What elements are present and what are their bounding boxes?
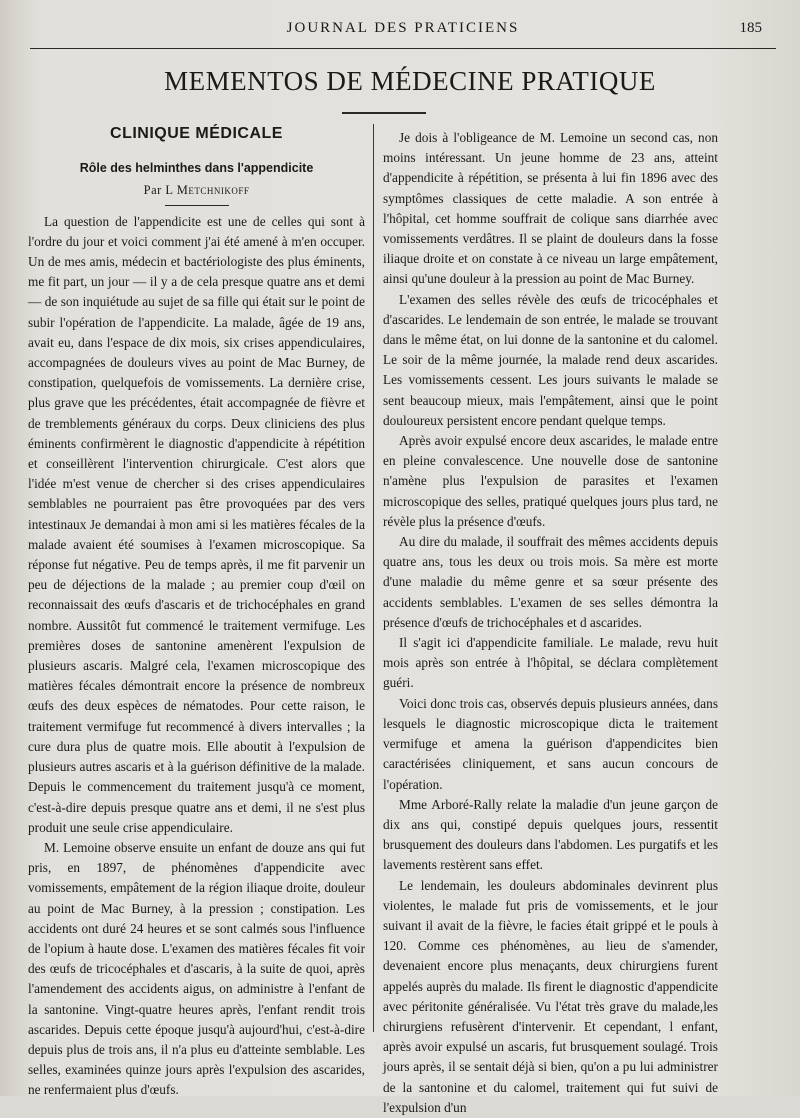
- byline-prefix: Par L: [143, 183, 174, 198]
- paragraph: Le lendemain, les douleurs abdominales devinrent plus violentes, le malade fut pris de vomissements, et le jour suivant il avait de la fièvre, le facies était grippé et le pouls à 120. Comme ces phénomènes, au lieu de s'amender, devenaient encore plus menaçants, deux chirurgiens furent appelés auprès du malade. Ils firent le diagnostic d'appendicite avec péritonite généralisée. Vu l'état très grave du malade,les chirurgiens refusèrent d'intervenir. Et cependant, l enfant, après avoir expulsé un ascaris, fut brusquement soulagé. Trois jours après, il se sentait déjà si bien, qu'on a pu lui administrer de la santonine et du calomel, traitement qui fut suivi de l'expulsion d'un: [383, 877, 718, 1115]
- title-rule: [342, 112, 426, 114]
- page-title: MEMENTOS DE MÉDECINE PRATIQUE: [164, 66, 656, 96]
- paragraph: Au dire du malade, il souffrait des mêmes accidents depuis quatre ans, tous les deux ou trois mois. Sa mère est morte d'une maladie du même genre et sa sœur présente des accidents semblables. L'examen de ses selles démontra la présence d'œufs de trichocéphales et d ascarides.: [383, 534, 718, 630]
- paragraph: Voici donc trois cas, observés depuis plusieurs années, dans lesquels le diagnostic microscopique dicta le traitement vermifuge et amena la guérison d'appendicites bien caractérisées cliniquement, et sans aucun concours de l'opération.: [383, 695, 718, 792]
- byline-rule: [165, 205, 229, 206]
- paragraph: Après avoir expulsé encore deux ascarides, le malade entre en pleine convalescence. Une nouvelle dose de santonine n'amène plus l'expulsion de parasites et l'examen microscopique des selles, pratiqué quelques jours plus tard, ne révèle plus la présence d'œufs.: [383, 433, 718, 529]
- section-title: CLINIQUE MÉDICALE: [110, 125, 283, 142]
- article-title: Rôle des helminthes dans l'appendicite: [79, 161, 314, 176]
- paragraph: Mme Arboré-Rally relate la maladie d'un jeune garçon de dix ans qui, constipé depuis quelques jours, ressentit brusquement des douleurs dans l'abdomen. Les purgatifs et les lavements restèrent sans effet.: [383, 796, 718, 873]
- byline: [28, 180, 365, 200]
- paragraph: Je dois à l'obligeance de M. Lemoine un second cas, non moins intéressant. Un jeune homme de 23 ans, atteint d'appendicite à répétition, se présenta à lui fin 1896 avec des symptômes classiques de cette maladie. A son entrée à l'hôpital, cet homme souffrait de colique sans diarrhée avec vomissements verdâtres. Il se plaint de douleurs dans la fosse iliaque droite et on constate à ce niveau un large empâtement, ainsi qu'une douleur à la pression au point de Mac Burney.: [383, 130, 718, 287]
- journal-name: JOURNAL DES PRATICIENS: [286, 20, 520, 36]
- paragraph: L'examen des selles révèle des œufs de tricocéphales et d'ascarides. Le lendemain de son entrée, le malade se trouvant dans le même état, on lui donne de la santonine et du calomel. Le soir de la même journée, la malade rend deux ascarides. Les vomissements cessent. Les jours suivants le malade se sent beaucoup mieux, mais l'empâtement, ainsi que le point douloureux persistent encore pendant quelque temps.: [383, 291, 718, 428]
- right-column: [383, 128, 718, 1118]
- running-header: [30, 18, 776, 48]
- page-number: 185: [739, 20, 762, 36]
- header-rule: [30, 48, 776, 49]
- author-name: Metchnikoff: [176, 183, 250, 198]
- paragraph: M. Lemoine observe ensuite un enfant de douze ans qui fut pris, en 1897, de phénomènes d'appendicite avec vomissements, empâtement de la région iliaque droite, douleur au point de Mac Burney, à la pression ; constipation. Les accidents ont duré 24 heures et se sont calmés sous l'influence de l'opium à haute dose. L'examen des matières fécales fit voir des œufs de tricocéphales et d'ascaris, à la suite de quoi, après l'amendement des accidents aigus, on administre à l'enfant de la santonine. Vingt-quatre heures après, l'enfant rendit trois ascarides. Depuis cette époque jusqu'à aujourd'hui, c'est-à-dire depuis plus de trois ans, il n'a plus eu d'atteinte semblable. Les selles, examinées quinze jours après l'expulsion des ascarides, ne renfermaient plus d'œufs.: [28, 839, 365, 1098]
- paragraph: La question de l'appendicite est une de celles qui sont à l'ordre du jour et voici comment j'ai été amené à m'en occuper. Un de mes amis, médecin et bactériologiste des plus éminents, me fit part, un jour — il y a de cela presque quatre ans et demi — de son inquiétude au sujet de sa fille qui était sur le point de subir l'opération de l'appendicite. La malade, âgée de 19 ans, avait eu, dans l'espace de dix mois, six crises appendiculaires, accompagnées de douleurs vives au point de Mac Burney, de constipation, quelquefois de vomissements. La dernière crise, plus grave que les précédentes, était accompagnée de fièvre et de tremblements généraux du corps. Deux cliniciens des plus éminents confirmèrent le diagnostic d'appendicite à répétition et conseillèrent l'intervention chirurgicale. C'est alors que l'idée m'est venue de chercher si des crises appendiculaires semblables ne pourraient pas être provoquées par des vers intestinaux Je demandai à mon ami si les matières fécales de la malade avaient été soumises à l'examen microscopique. Sa réponse fut négative. Peu de temps après, il me fit parvenir un peu de déjections de la malade ; au premier coup d'œil on reconnaissait des œufs d'ascaris et de trichocéphales en grand nombre. Aussitôt fut commencé le traitement vermifuge. Les premières doses de santonine amenèrent l'expulsion de plusieurs ascaris. Malgré cela, l'examen microscopique des matières fécales démontrait encore la présence de nombreux œufs des deux espèces de nématodes. Pour cette raison, le traitement vermifuge fut recommencé à divers intervalles ; la cure dura plus de quatre mois. Elle aboutit à l'expulsion de plusieurs autres ascaris et à la guérison définitive de la malade. Depuis le commencement du traitement jusqu'à ce moment, c'est-à-dire depuis presque quatre ans et demi, il ne s'est plus produit une seule crise appendiculaire.: [28, 213, 365, 835]
- left-column: [28, 124, 365, 1101]
- column-divider: [373, 124, 374, 1032]
- paragraph: Il s'agit ici d'appendicite familiale. Le malade, revu huit mois après son entrée à l'hôpital, se déclara complètement guéri.: [383, 635, 718, 691]
